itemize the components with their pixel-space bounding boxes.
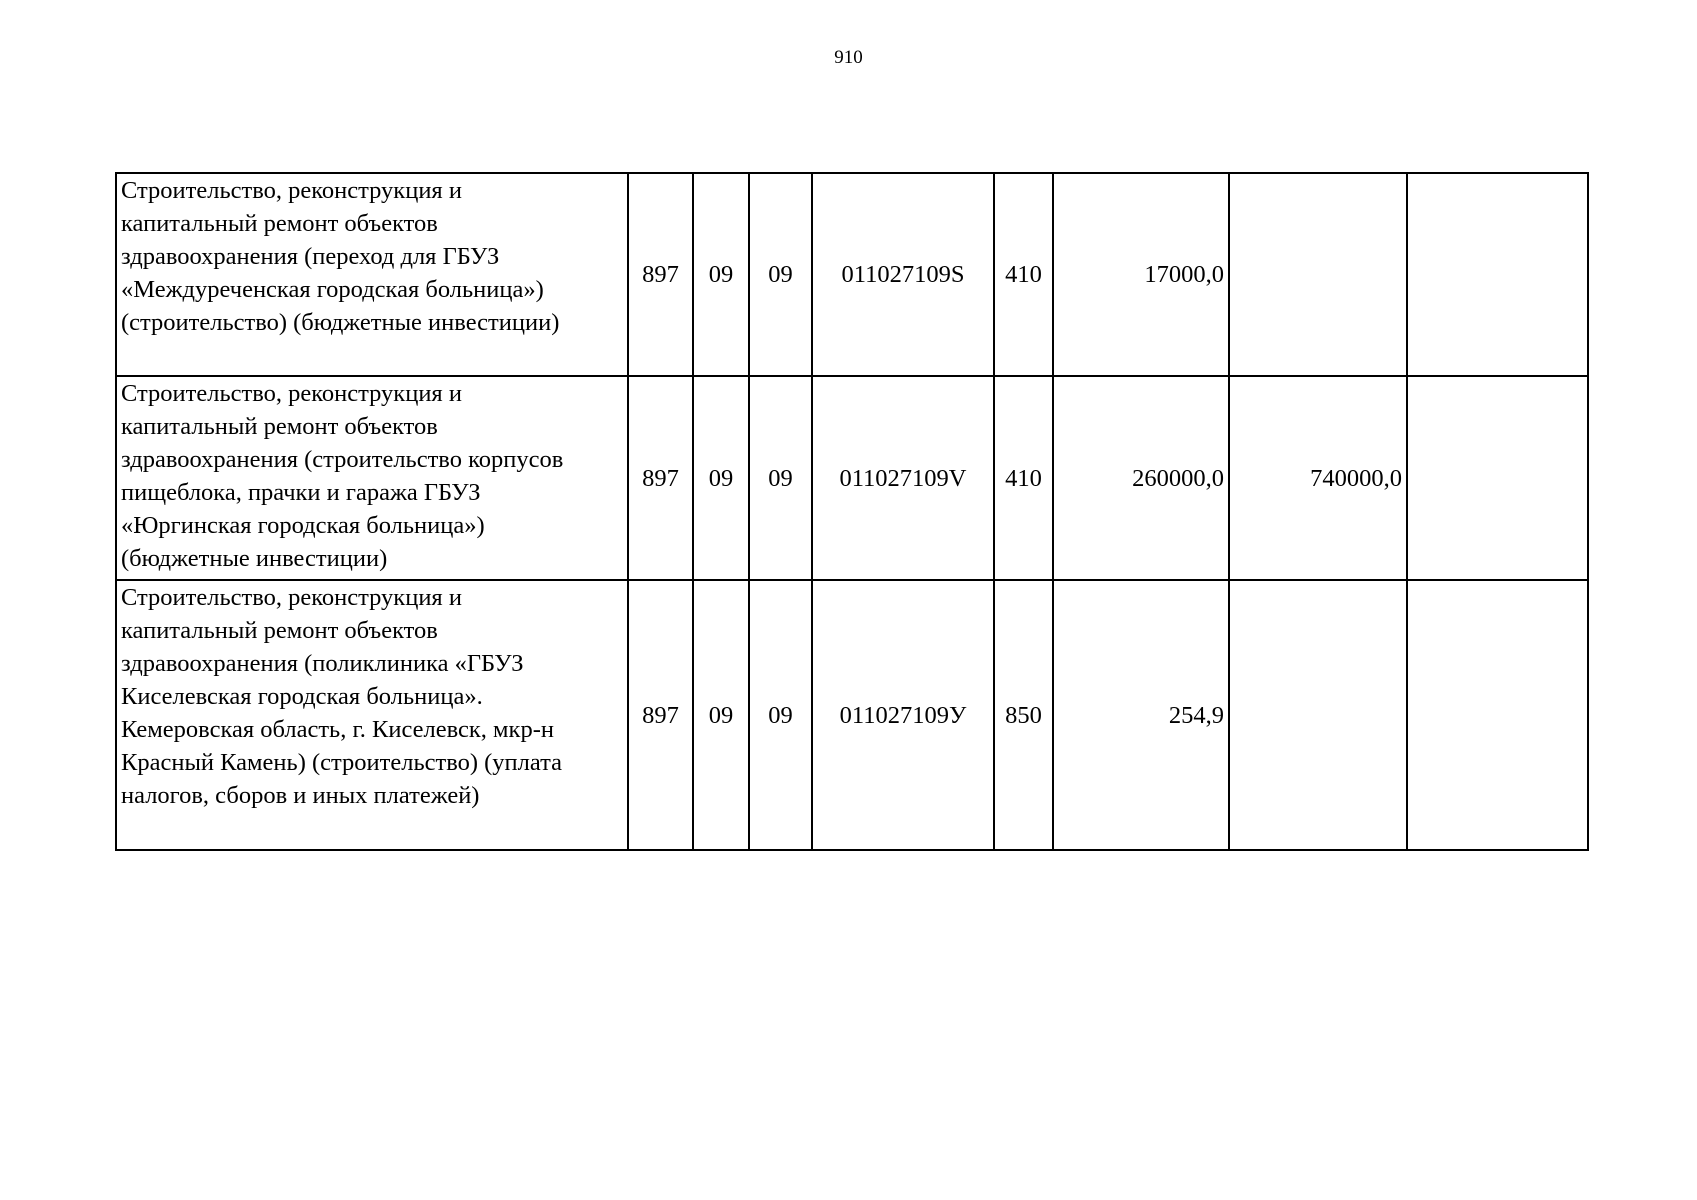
description-line: здравоохранения (строительство корпусов bbox=[121, 446, 564, 473]
target-article-code: 011027109V bbox=[812, 376, 994, 580]
ministry-code: 897 bbox=[628, 173, 693, 376]
table-row bbox=[116, 173, 1588, 376]
row-description bbox=[116, 580, 628, 850]
amount-2 bbox=[1229, 173, 1407, 376]
description-line: «Междуреченская городская больница») bbox=[121, 276, 544, 303]
description-line: Красный Камень) (строительство) (уплата bbox=[121, 749, 562, 776]
description-line: пищеблока, прачки и гаража ГБУЗ bbox=[121, 479, 481, 506]
row-description bbox=[116, 376, 628, 580]
amount-2: 740000,0 bbox=[1229, 376, 1407, 580]
section-code: 09 bbox=[693, 173, 749, 376]
description-line: (бюджетные инвестиции) bbox=[121, 545, 388, 572]
description-line: капитальный ремонт объектов bbox=[121, 617, 438, 644]
amount-3 bbox=[1407, 173, 1588, 376]
description-line: Строительство, реконструкция и bbox=[121, 177, 462, 204]
amount-1: 17000,0 bbox=[1053, 173, 1229, 376]
subsection-code: 09 bbox=[749, 376, 812, 580]
description-line: (строительство) (бюджетные инвестиции) bbox=[121, 309, 560, 336]
amount-2 bbox=[1229, 580, 1407, 850]
description-line: Киселевская городская больница». bbox=[121, 683, 483, 710]
ministry-code: 897 bbox=[628, 580, 693, 850]
description-line: Строительство, реконструкция и bbox=[121, 380, 462, 407]
table-row bbox=[116, 376, 1588, 580]
description-line: здравоохранения (поликлиника «ГБУЗ bbox=[121, 650, 524, 677]
amount-1: 260000,0 bbox=[1053, 376, 1229, 580]
target-article-code: 011027109У bbox=[812, 580, 994, 850]
subsection-code: 09 bbox=[749, 173, 812, 376]
subsection-code: 09 bbox=[749, 580, 812, 850]
expense-type-code: 410 bbox=[994, 376, 1053, 580]
section-code: 09 bbox=[693, 580, 749, 850]
budget-table bbox=[115, 172, 1589, 851]
description-line: Кемеровская область, г. Киселевск, мкр-н bbox=[121, 716, 554, 743]
row-description bbox=[116, 173, 628, 376]
description-line: Строительство, реконструкция и bbox=[121, 584, 462, 611]
description-line: «Юргинская городская больница») bbox=[121, 512, 485, 539]
section-code: 09 bbox=[693, 376, 749, 580]
target-article-code: 011027109S bbox=[812, 173, 994, 376]
page-number: 910 bbox=[834, 47, 863, 68]
expense-type-code: 850 bbox=[994, 580, 1053, 850]
amount-1: 254,9 bbox=[1053, 580, 1229, 850]
amount-3 bbox=[1407, 376, 1588, 580]
ministry-code: 897 bbox=[628, 376, 693, 580]
description-line: капитальный ремонт объектов bbox=[121, 210, 438, 237]
table-row bbox=[116, 580, 1588, 850]
expense-type-code: 410 bbox=[994, 173, 1053, 376]
description-line: капитальный ремонт объектов bbox=[121, 413, 438, 440]
description-line: налогов, сборов и иных платежей) bbox=[121, 782, 480, 809]
description-line: здравоохранения (переход для ГБУЗ bbox=[121, 243, 500, 270]
amount-3 bbox=[1407, 580, 1588, 850]
